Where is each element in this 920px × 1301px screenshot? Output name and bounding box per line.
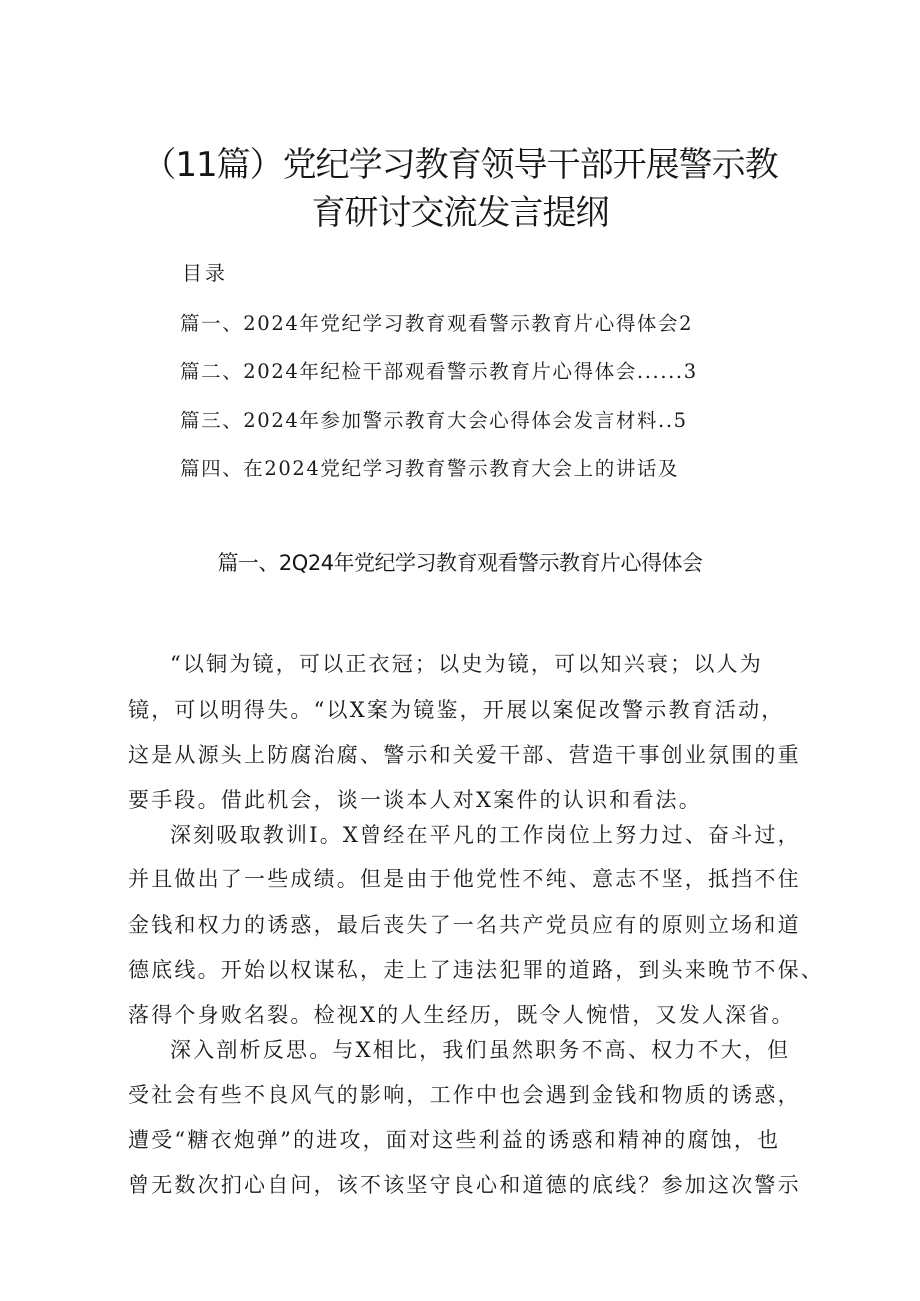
body-line-7: 金钱和权力的诱惑，最后丧失了一名共产党员应有的原则立场和道: [128, 913, 801, 937]
section-heading: 篇一、2Q24年党纪学习教育观看警示教育片心得体会: [217, 551, 703, 575]
body-line-3: 这是从源头上防腐治腐、警示和关爱干部、营造干事创业氛围的重: [128, 743, 801, 767]
toc-item-2: 篇二、2024年纪检干部观看警示教育片心得体会......3: [180, 360, 698, 383]
body-line-9: 落得个身败名裂。检视X的人生经历，既令人惋惜，又发人深省。: [128, 1003, 795, 1027]
body-line-12: 遭受“糖衣炮弹”的进攻，面对这些利益的诱惑和精神的腐蚀，也: [128, 1128, 781, 1152]
body-line-6: 并且做出了一些成绩。但是由于他党性不纯、意志不坚，抵挡不住: [128, 867, 801, 891]
toc-item-1: 篇一、2024年党纪学习教育观看警示教育片心得体会2: [180, 312, 694, 335]
body-line-10: 深入剖析反思。与X相比，我们虽然职务不高、权力不大，但: [170, 1038, 791, 1062]
document-title-line-1: （11篇）党纪学习教育领导干部开展警示教: [142, 145, 778, 185]
body-line-8: 德底线。开始以权谋私，走上了违法犯罪的道路，到头来晚节不保、: [128, 958, 824, 982]
body-line-2: 镜，可以明得失。“以X案为镜鉴，开展以案促改警示教育活动，: [128, 698, 785, 722]
toc-item-4: 篇四、在2024党纪学习教育警示教育大会上的讲话及: [180, 457, 680, 480]
document-title-line-2: 育研讨交流发言提纲: [311, 193, 609, 233]
body-line-4: 要手段。借此机会，谈一谈本人对X案件的认识和看法。: [128, 788, 702, 812]
toc-item-3: 篇三、2024年参加警示教育大会心得体会发言材料..5: [180, 409, 688, 432]
body-line-1: “以铜为镜，可以正衣冠；以史为镜，可以知兴衰；以人为: [170, 652, 763, 676]
body-line-11: 受社会有些不良风气的影响，工作中也会遇到金钱和物质的诱惑，: [128, 1083, 801, 1107]
body-line-5: 深刻吸取教训I。X曾经在平凡的工作岗位上努力过、奋斗过，: [170, 823, 801, 847]
toc-heading: 目录: [182, 261, 228, 285]
body-line-13: 曾无数次扪心自问，该不该坚守良心和道德的底线？参加这次警示: [128, 1173, 801, 1197]
